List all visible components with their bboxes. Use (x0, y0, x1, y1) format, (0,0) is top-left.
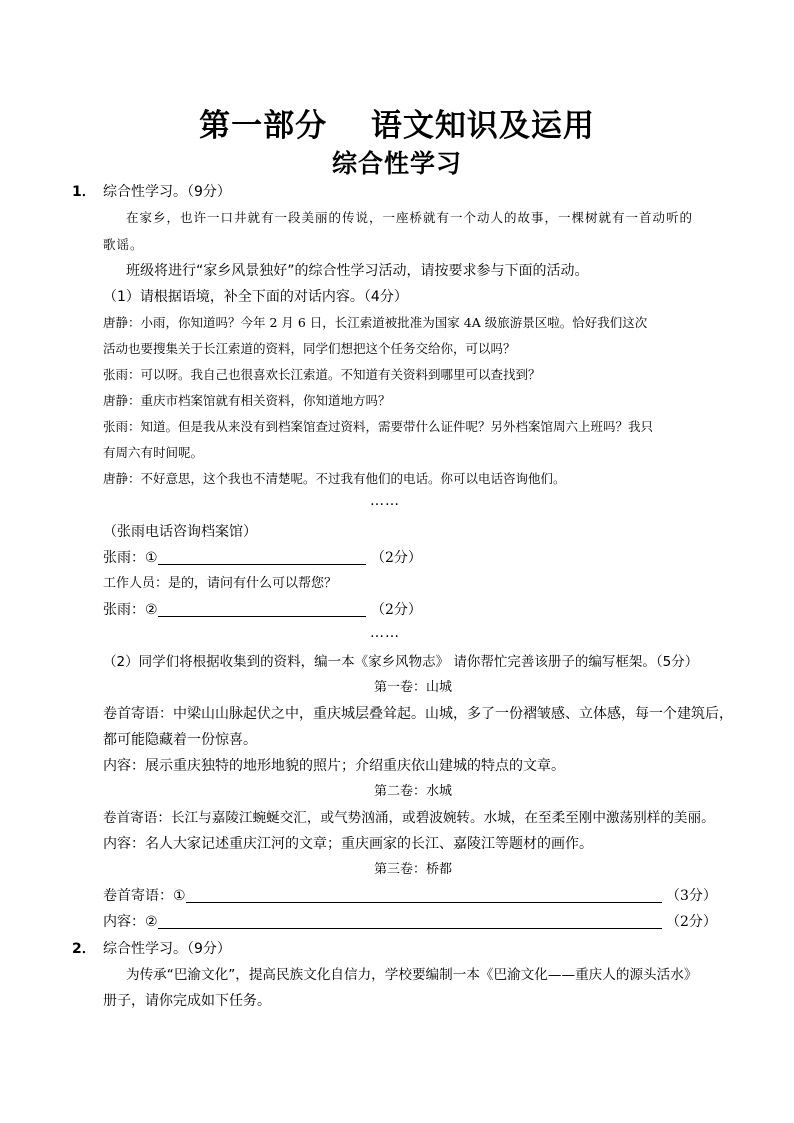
staff-line: 工作人员：是的，请问有什么可以帮您？ (103, 576, 338, 591)
call-note: （张雨电话咨询档案馆） (103, 524, 257, 540)
volume-3-preface-label: 卷首寄语：① (103, 888, 186, 904)
volume-3-preface-blank[interactable] (186, 902, 662, 903)
volume-3-content-label: 内容：② (103, 914, 158, 930)
volume-1-title: 第一卷：山城 (373, 680, 452, 695)
answer-blank-2[interactable] (158, 616, 366, 617)
dialogue-line: 唐静：不好意思，这个我也不清楚呢。不过我有他们的电话。你可以电话咨询他们。 (103, 471, 566, 486)
volume-3-content-blank[interactable] (158, 928, 662, 929)
score: （3分） (666, 888, 717, 904)
volume-1-preface: 卷首寄语：中梁山山脉起伏之中，重庆城层叠耸起。山城，多了一份褶皱感、立体感，每一个建筑后， (103, 706, 733, 722)
volume-2-content: 内容：名人大家记述重庆江河的文章；重庆画家的长江、嘉陵江等题材的画作。 (103, 836, 593, 852)
question-2-number: 2． (72, 941, 96, 957)
volume-2-preface: 卷首寄语：长江与嘉陵江蜿蜒交汇，或气势汹涌，或碧波婉转。水城，在至柔至刚中激荡别样的美丽。 (103, 810, 715, 826)
q1-part-1: （1）请根据语境，补全下面的对话内容。（4分） (103, 289, 408, 305)
q1-intro-line-1: 在家乡，也许一口井就有一段美丽的传说，一座桥就有一个动人的故事，一棵树就有一首动听的 (126, 210, 694, 225)
ellipsis: …… (370, 493, 400, 509)
dialogue-line: 张雨：可以呀。我自己也很喜欢长江索道。不知道有关资料到哪里可以查找到？ (103, 367, 541, 382)
dialogue-line: 活动也要搜集关于长江索道的资料，同学们想把这个任务交给你，可以吗？ (103, 341, 516, 356)
score: （2分） (371, 602, 422, 618)
volume-3-title: 第三卷：桥都 (373, 862, 452, 877)
page-subtitle: 综合性学习 (331, 149, 462, 178)
answer-blank-1[interactable] (158, 564, 366, 565)
q1-instruction: 班级将进行“家乡风景独好”的综合性学习活动，请按要求参与下面的活动。 (126, 263, 589, 279)
zhangyu-answer-2-label: 张雨：② (103, 602, 158, 618)
zhangyu-answer-1-label: 张雨：① (103, 550, 158, 566)
q2-intro-line-1: 为传承“巴渝文化”，提高民族文化自信力，学校要编制一本《巴渝文化——重庆人的源头活水》 (126, 967, 698, 983)
q1-part-2: （2）同学们将根据收集到的资料，编一本《家乡风物志》 请你帮忙完善该册子的编写框架。（5分） (103, 654, 699, 670)
question-2-heading: 综合性学习。（9分） (103, 941, 231, 957)
volume-1-content: 内容：展示重庆独特的地形地貌的照片；介绍重庆依山建城的特点的文章。 (103, 758, 565, 774)
dialogue-line: 张雨：知道。但是我从来没有到档案馆查过资料，需要带什么证件呢？另外档案馆周六上班吗？我只 (103, 419, 654, 434)
question-1-heading: 综合性学习。（9分） (103, 184, 231, 200)
dialogue-line: 唐静：重庆市档案馆就有相关资料，你知道地方吗？ (103, 393, 391, 408)
q2-intro-line-2: 册子，请你完成如下任务。 (103, 993, 271, 1009)
volume-1-preface-cont: 都可能隐藏着一份惊喜。 (103, 732, 257, 748)
question-1-number: 1． (72, 184, 96, 200)
score: （2分） (666, 914, 717, 930)
ellipsis: …… (370, 625, 400, 641)
page-title: 第一部分 语文知识及运用 (199, 108, 595, 144)
score: （2分） (371, 550, 422, 566)
volume-2-title: 第二卷：水城 (373, 784, 452, 799)
dialogue-line: 有周六有时间呢。 (103, 445, 204, 460)
dialogue-line: 唐静：小雨，你知道吗？今年 2 月 6 日，长江索道被批准为国家 4A 级旅游景区啦。恰好我们这次 (103, 315, 648, 330)
q1-intro-line-2: 歌谣。 (103, 237, 144, 252)
